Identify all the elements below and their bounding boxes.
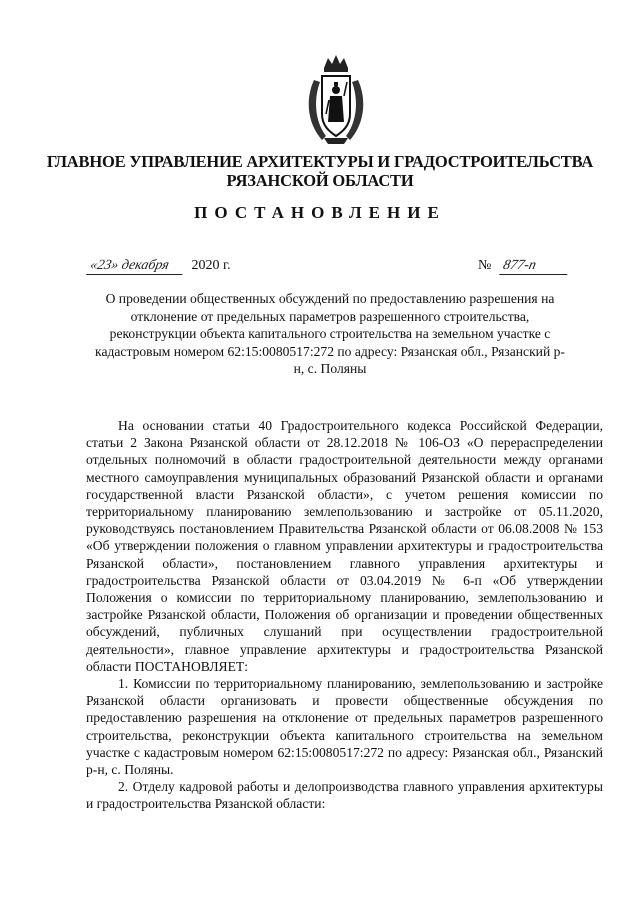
agency-name-line2: РЯЗАНСКОЙ ОБЛАСТИ [226,171,414,190]
body-paragraph-item-1: 1. Комиссии по территориальному планированию, землепользованию и застройке Рязанской области организовать и провести общественные обсуждения по предоставлению разрешения на отклонение от предельных параметров разрешенного строительства, реконструкции объекта капитального строительства на земельном участке с кадастровым номером 62:15:0080517:272 по адресу: Рязанская обл., Рязанский р-н, с. Поляны. [86,676,603,778]
date-year: 2020 г. [191,258,231,273]
handwritten-number: 877-п [499,258,571,275]
document-subject: О проведении общественных обсуждений по предоставлению разрешения на отклонение от предельных параметров разрешенного строительства, реконструкции объекта капитального строительства на земельном участке с кадастровым номером 62:15:0080517:272 по адресу: Рязанская обл., Рязанский р-н, с. Поляны [95,291,565,376]
body-paragraph-item-2: 2. Отделу кадровой работы и делопроизводства главного управления архитектуры и градостроительства Рязанской области: [86,779,603,812]
number-label: № [478,258,492,273]
document-date [88,258,231,278]
body-paragraph-preamble: На основании статьи 40 Градостроительного кодекса Российской Федерации, статьи 2 Закона Рязанской области от 28.12.2018 № 106-ОЗ «О перераспределении отдельных полномочий в области градостроительной деятельности между органами местного самоуправления муниципальных образований Рязанской области и органами государственной власти Рязанской области», с учетом решения комиссии по территориальному планированию землепользованию и застройке от 05.11.2020, руководствуясь постановлением Правительства Рязанской области от 06.08.2008 № 153 «Об утверждении положения о главном управлении архитектуры и градостроительства Рязанской области», постановлением главного управления архитектуры и градостроительства Рязанской области от 03.04.2019 № 6-п «Об утверждении Положения о комиссии по территориальному планированию, землепользованию и застройке Рязанской области, Положения об организации и проведении общественных обсуждений, публичных слушаний при осуществлении градостроительной деятельности», главное управление архитектуры и градостроительства Рязанской области ПОСТАНОВЛЯЕТ: [86,418,603,674]
agency-name-line1: ГЛАВНОЕ УПРАВЛЕНИЕ АРХИТЕКТУРЫ И ГРАДОСТРОИТЕЛЬСТВА [46,152,594,171]
handwritten-date: «23» декабря [86,258,186,275]
coat-of-arms-icon [300,52,372,148]
document-number [478,258,569,275]
document-body [86,417,603,813]
document-type-title: ПОСТАНОВЛЕНИЕ [194,203,446,222]
